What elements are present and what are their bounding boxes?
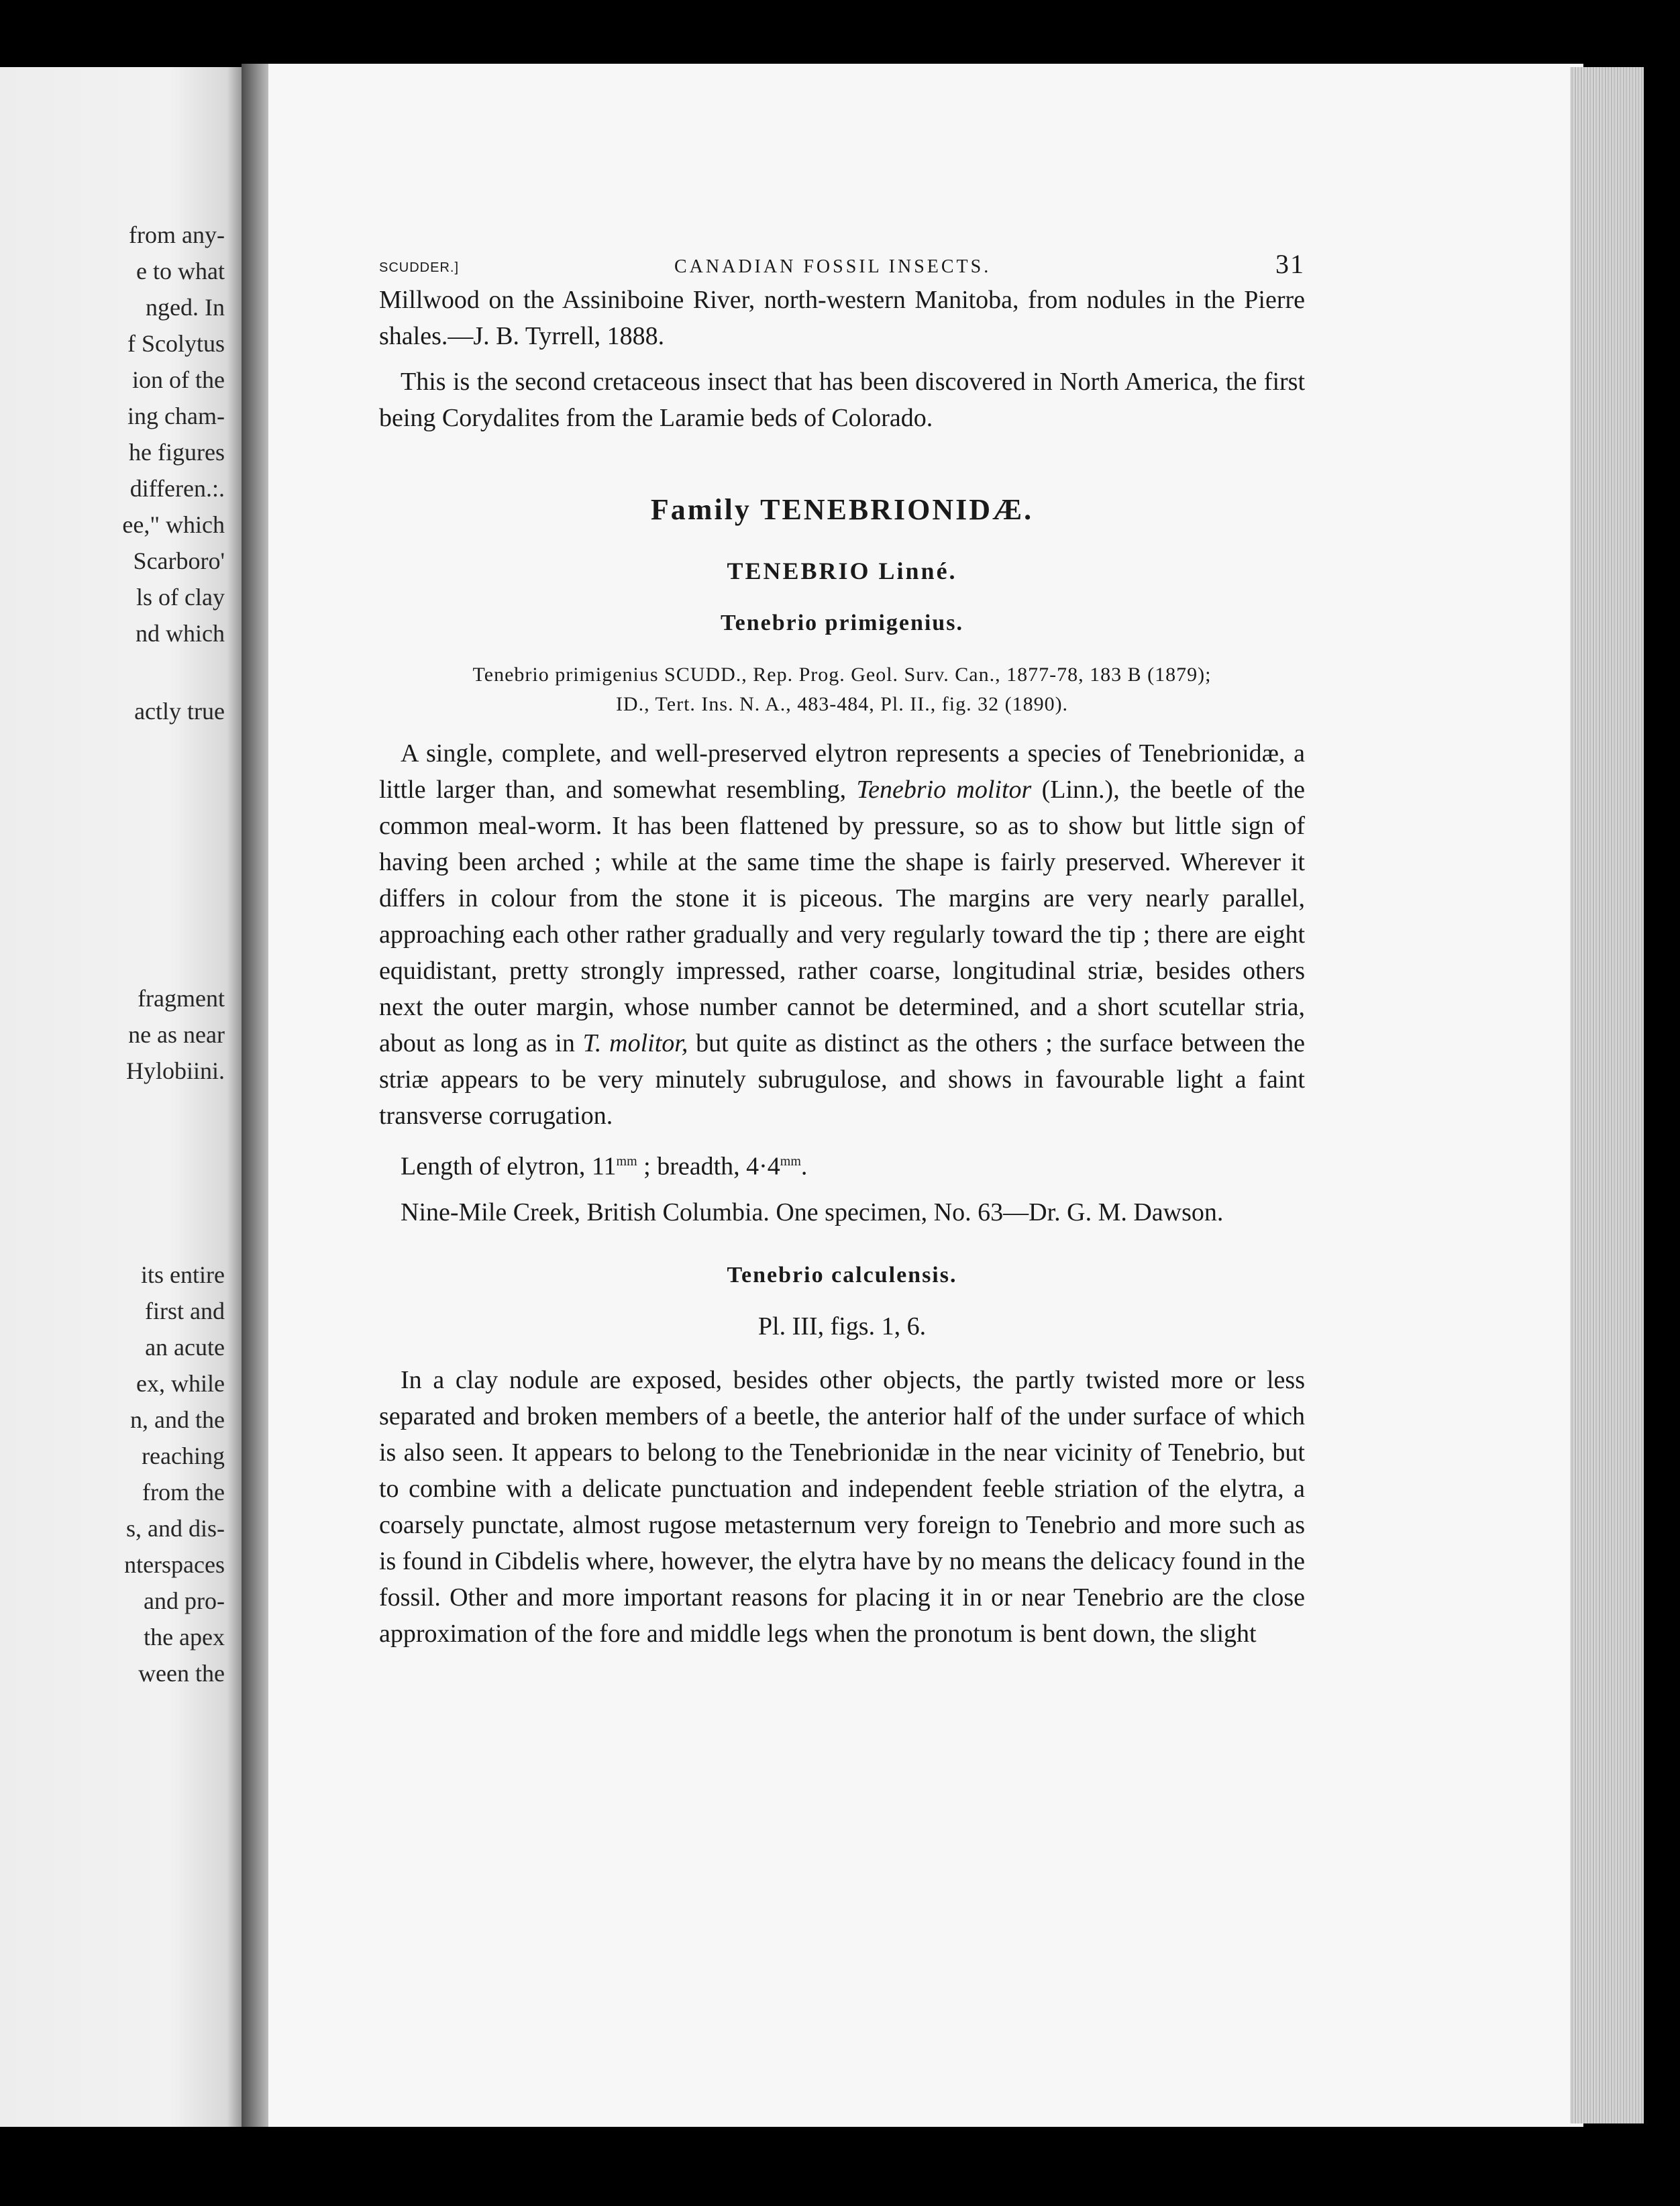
measure-unit-1: mm <box>616 1154 637 1169</box>
left-page-line: e to what <box>136 258 225 284</box>
description-italic-1: Tenebrio molitor <box>856 776 1032 804</box>
synonymy <box>379 660 1305 719</box>
left-page-line: Hylobiini. <box>125 1057 225 1084</box>
left-page-line: from the <box>142 1479 225 1506</box>
genus-heading: TENEBRIO Linné. <box>727 558 957 584</box>
left-page-line: ion of the <box>132 366 225 393</box>
plate-reference: Pl. III, figs. 1, 6. <box>757 1312 927 1341</box>
measure-mid: ; breadth, 4·4 <box>637 1152 780 1181</box>
running-title: CANADIAN FOSSIL INSECTS. <box>674 256 992 277</box>
left-page-line: Scarboro' <box>133 547 225 574</box>
species-heading-calculensis: Tenebrio calculensis. <box>727 1262 957 1288</box>
measure-prefix: Length of elytron, 11 <box>401 1152 617 1181</box>
description-text-1: A single, complete, and well-preserved elytron represents a species of Tenebrionidæ, a little larger than, and somewhat resembling, <box>379 739 1305 804</box>
left-page-line: nterspaces <box>124 1551 225 1578</box>
left-page-line: and pro- <box>144 1587 225 1614</box>
left-page-line: nd which <box>136 620 225 647</box>
left-page-line: ee," which <box>122 511 225 538</box>
page-number: 31 <box>1275 249 1305 279</box>
left-page-line: reaching <box>142 1442 225 1469</box>
left-page-line: n, and the <box>130 1406 225 1433</box>
measure-unit-2: mm <box>780 1154 801 1169</box>
left-page-line: fragment <box>138 985 225 1012</box>
left-page-line: its entire <box>141 1261 225 1288</box>
binding-gutter <box>242 64 268 2127</box>
left-page-line: from any- <box>129 221 225 248</box>
measurements <box>379 1143 1305 1185</box>
left-page-line: ne as near <box>128 1021 225 1048</box>
page-text-block <box>379 242 1305 1652</box>
left-page-line: s, and dis- <box>126 1515 225 1542</box>
measure-end: . <box>800 1152 808 1181</box>
left-page-line: an acute <box>145 1334 225 1361</box>
author-tag: SCUDDER.] <box>379 260 460 275</box>
species-heading-primigenius: Tenebrio primigenius. <box>721 611 963 635</box>
family-heading: Family TENEBRIONIDÆ. <box>650 493 1034 526</box>
intro-remark: This is the second cretaceous insect that has been discovered in North America, the first being Corydalites from the Laramie beds of Colorado. <box>379 368 1305 432</box>
synonymy-line-1: Tenebrio primigenius SCUDD., Rep. Prog. Geol. Surv. Can., 1877-78, 183 B (1879); <box>472 664 1212 686</box>
intro-locality: Millwood on the Assiniboine River, north-western Manitoba, from nodules in the Pierre shales.—J. B. Tyrrell, 1888. <box>379 286 1305 350</box>
description-calculensis: In a clay nodule are exposed, besides other objects, the partly twisted more or less separated and broken members of a beetle, the anterior half of the under surface of which is also seen. It appears to belong to the Tenebrionidæ in the near vicinity of Tenebrio, but to combine with a delicate punctuation and independent feeble striation of the elytra, a coarsely punctate, almost rugose metasternum very foreign to Tenebrio and more such as is found in Cibdelis where, however, the elytra have by no means the delicacy found in the fossil. Other and more important reasons for placing it in or near Tenebrio are the close approximation of the fore and middle legs when the pronotum is bent down, the slight <box>379 1365 1305 1648</box>
left-page-line: f Scolytus <box>127 330 225 357</box>
left-page-line: the apex <box>144 1624 225 1650</box>
locality-primigenius: Nine-Mile Creek, British Columbia. One specimen, No. 63—Dr. G. M. Dawson. <box>401 1198 1224 1226</box>
description-text-3: but quite as distinct as the others ; the surface between the striæ appears to be very minutely subrugulose, and shows in favourable light a faint transverse corrugation. <box>379 1029 1305 1130</box>
page-edges <box>1570 67 1644 2123</box>
left-page-line: he figures <box>129 439 225 466</box>
synonymy-line-2: ID., Tert. Ins. N. A., 483-484, Pl. II., fig. 32 (1890). <box>615 693 1069 715</box>
left-page-line: ween the <box>138 1660 225 1687</box>
left-page-line: ls of clay <box>136 584 225 611</box>
left-page-line: actly true <box>134 698 225 725</box>
description-italic-2: T. molitor, <box>582 1029 688 1057</box>
left-facing-page <box>0 67 242 2127</box>
description-text-2: (Linn.), the beetle of the common meal-worm. It has been flattened by pressure, so as to show but little sign of having been arched ; while at the same time the shape is fairly preserved. Wherever it differs in colour from the stone it is piceous. The margins are very nearly parallel, approaching each other rather gradually and very regularly toward the tip ; there are eight equidistant, pretty strongly impressed, rather coarse, longitudinal striæ, besides others next the outer margin, whose number cannot be determined, and a short scutellar stria, about as long as in <box>379 776 1306 1057</box>
left-page-line: ex, while <box>136 1370 225 1397</box>
left-page-line: nged. In <box>146 294 225 321</box>
running-head <box>379 242 1305 282</box>
left-page-line: first and <box>145 1298 225 1324</box>
left-page-line: differen.:. <box>129 475 225 502</box>
description-primigenius <box>379 735 1305 1134</box>
left-page-line: ing cham- <box>127 403 225 429</box>
